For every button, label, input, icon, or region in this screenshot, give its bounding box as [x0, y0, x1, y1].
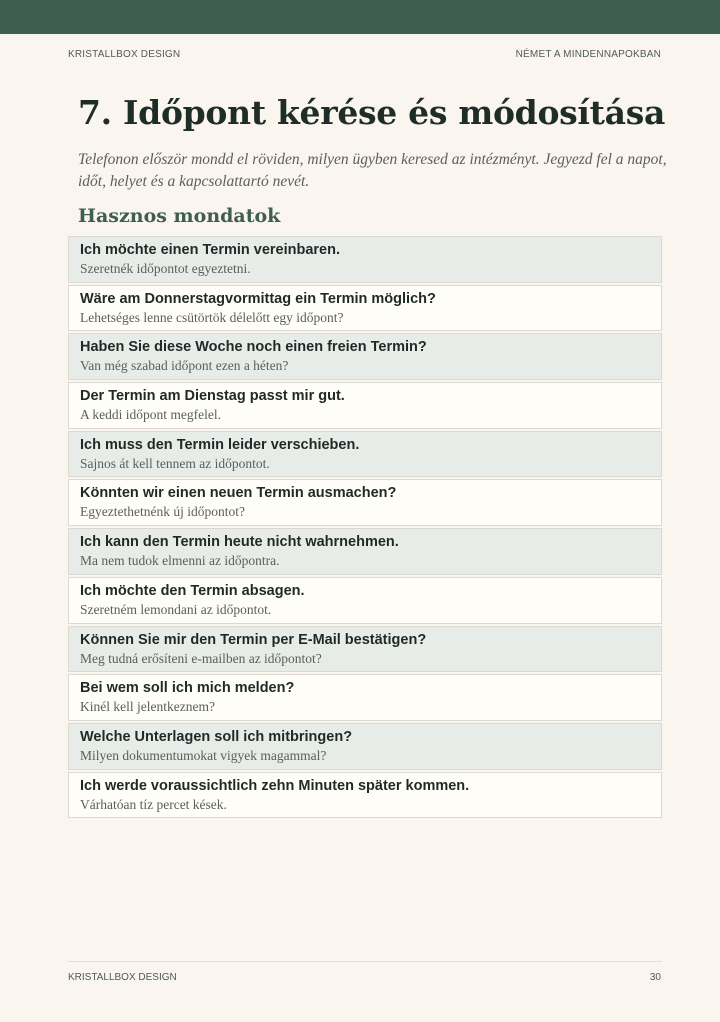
phrase-row — [68, 723, 662, 770]
phrase-row — [68, 626, 662, 673]
phrase-german: Der Termin am Dienstag passt mir gut. — [80, 388, 345, 405]
phrase-hungarian: Milyen dokumentumokat vigyek magammal? — [80, 747, 327, 763]
section-heading: Hasznos mondatok — [78, 205, 281, 227]
phrase-hungarian: Lehetséges lenne csütörtök délelőtt egy időpont? — [80, 309, 344, 325]
page-number: 30 — [649, 972, 661, 983]
phrase-german: Ich muss den Termin leider verschieben. — [80, 436, 360, 453]
phrase-hungarian: Sajnos át kell tennem az időpontot. — [80, 455, 270, 471]
phrase-german: Ich möchte einen Termin vereinbaren. — [80, 242, 341, 258]
phrase-hungarian: Kinél kell jelentkeznem? — [80, 699, 215, 715]
phrase-hungarian: Szeretnék időpontot egyeztetni. — [80, 261, 251, 276]
header-book-title: NÉMET A MINDENNAPOKBAN — [515, 49, 661, 60]
phrase-row — [68, 382, 662, 429]
phrase-hungarian: Van még szabad időpont ezen a héten? — [80, 358, 289, 374]
phrase-german: Ich kann den Termin heute nicht wahrnehmen. — [80, 534, 399, 551]
phrase-german: Haben Sie diese Woche noch einen freien Termin? — [80, 339, 427, 356]
phrase-german: Ich möchte den Termin absagen. — [80, 582, 305, 599]
phrase-row — [68, 577, 662, 624]
phrase-row — [68, 674, 662, 721]
phrase-row — [68, 479, 662, 526]
phrase-row — [68, 528, 662, 575]
footer-brand: KRISTALLBOX DESIGN — [68, 972, 177, 983]
footer-divider — [68, 961, 662, 962]
chapter-intro: Telefonon először mondd el röviden, milyen ügyben keresed az intézményt. Jegyezd fel a napot, időt, helyet és a kapcsolattartó nevét. — [78, 151, 667, 190]
phrase-list — [68, 236, 662, 820]
phrase-hungarian: Várhatóan tíz percet kések. — [80, 796, 227, 812]
phrase-german: Könnten wir einen neuen Termin ausmachen? — [80, 485, 397, 502]
phrase-row — [68, 772, 662, 819]
phrase-hungarian: Szeretném lemondani az időpontot. — [80, 601, 272, 617]
phrase-row — [68, 236, 662, 283]
running-header — [68, 49, 661, 60]
chapter-title: 7. Időpont kérése és módosítása — [78, 93, 666, 132]
phrase-hungarian: A keddi időpont megfelel. — [80, 407, 221, 423]
phrase-german: Bei wem soll ich mich melden? — [80, 680, 295, 697]
phrase-row — [68, 431, 662, 478]
header-brand: KRISTALLBOX DESIGN — [68, 49, 181, 60]
phrase-hungarian: Meg tudná erősíteni e-mailben az időpontot? — [80, 650, 322, 666]
phrase-hungarian: Ma nem tudok elmenni az időpontra. — [80, 553, 280, 569]
phrase-hungarian: Egyeztethetnénk új időpontot? — [80, 504, 245, 520]
phrase-row — [68, 333, 662, 380]
phrase-german: Welche Unterlagen soll ich mitbringen? — [80, 728, 353, 745]
phrase-row — [68, 285, 662, 332]
phrase-german: Wäre am Donnerstagvormittag ein Termin möglich? — [80, 290, 436, 307]
phrase-german: Können Sie mir den Termin per E-Mail bestätigen? — [80, 631, 427, 648]
top-color-band — [0, 0, 720, 34]
phrase-german: Ich werde voraussichtlich zehn Minuten später kommen. — [80, 777, 470, 794]
page-footer — [68, 972, 661, 983]
